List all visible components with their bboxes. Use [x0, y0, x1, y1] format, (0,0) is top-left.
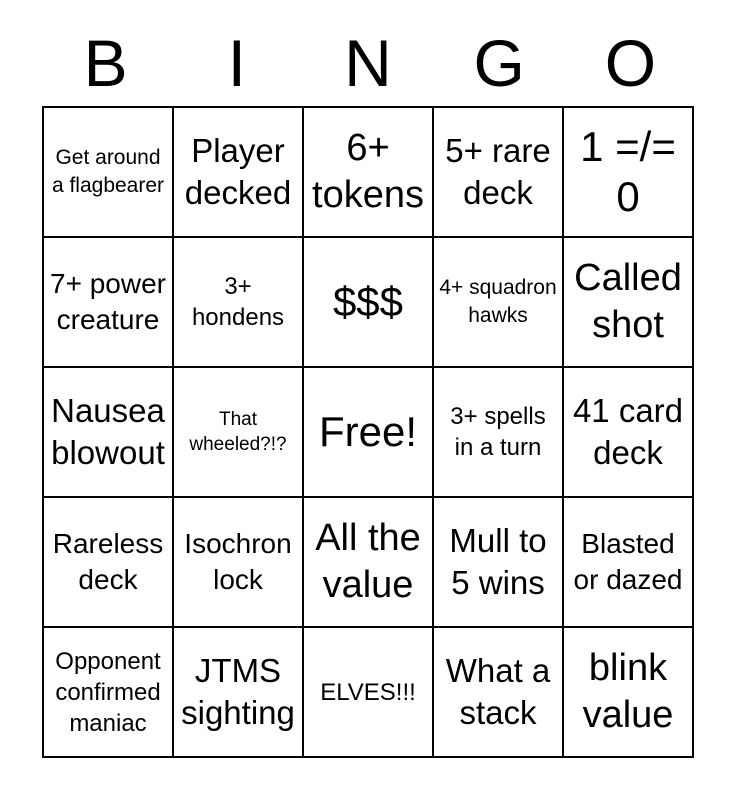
bingo-header-letter-o: O	[604, 26, 657, 100]
bingo-cell[interactable]: 1 =/= 0	[563, 107, 693, 237]
bingo-header	[40, 0, 696, 100]
bingo-cell[interactable]: JTMS sighting	[173, 627, 303, 757]
bingo-cell[interactable]: Player decked	[173, 107, 303, 237]
bingo-row	[43, 237, 693, 367]
bingo-cell[interactable]: All the value	[303, 497, 433, 627]
bingo-cell[interactable]: Get around a flagbearer	[43, 107, 173, 237]
bingo-cell[interactable]: Nausea blowout	[43, 367, 173, 497]
bingo-row	[43, 497, 693, 627]
bingo-header-letter-i: I	[227, 26, 246, 100]
bingo-cell[interactable]: Blasted or dazed	[563, 497, 693, 627]
bingo-cell[interactable]: Isochron lock	[173, 497, 303, 627]
bingo-header-letter-n: N	[344, 26, 392, 100]
bingo-cell[interactable]: 4+ squadron hawks	[433, 237, 563, 367]
bingo-cell-free[interactable]: Free!	[303, 367, 433, 497]
bingo-cell[interactable]: Mull to 5 wins	[433, 497, 563, 627]
bingo-header-letter-g: G	[473, 26, 525, 100]
bingo-cell[interactable]: Opponent confirmed maniac	[43, 627, 173, 757]
bingo-cell[interactable]: 7+ power creature	[43, 237, 173, 367]
bingo-cell[interactable]: What a stack	[433, 627, 563, 757]
bingo-row	[43, 367, 693, 497]
bingo-cell[interactable]: 3+ hondens	[173, 237, 303, 367]
bingo-cell[interactable]: ELVES!!!	[303, 627, 433, 757]
bingo-cell[interactable]: Called shot	[563, 237, 693, 367]
bingo-cell[interactable]: blink value	[563, 627, 693, 757]
bingo-row	[43, 107, 693, 237]
bingo-cell[interactable]: Rareless deck	[43, 497, 173, 627]
bingo-cell[interactable]: 5+ rare deck	[433, 107, 563, 237]
bingo-grid	[42, 106, 694, 758]
bingo-cell[interactable]: 6+ tokens	[303, 107, 433, 237]
bingo-header-letter-b: B	[83, 26, 128, 100]
bingo-cell[interactable]: $$$	[303, 237, 433, 367]
bingo-cell[interactable]: 3+ spells in a turn	[433, 367, 563, 497]
bingo-cell[interactable]: That wheeled?!?	[173, 367, 303, 497]
bingo-row	[43, 627, 693, 757]
bingo-cell[interactable]: 41 card deck	[563, 367, 693, 497]
